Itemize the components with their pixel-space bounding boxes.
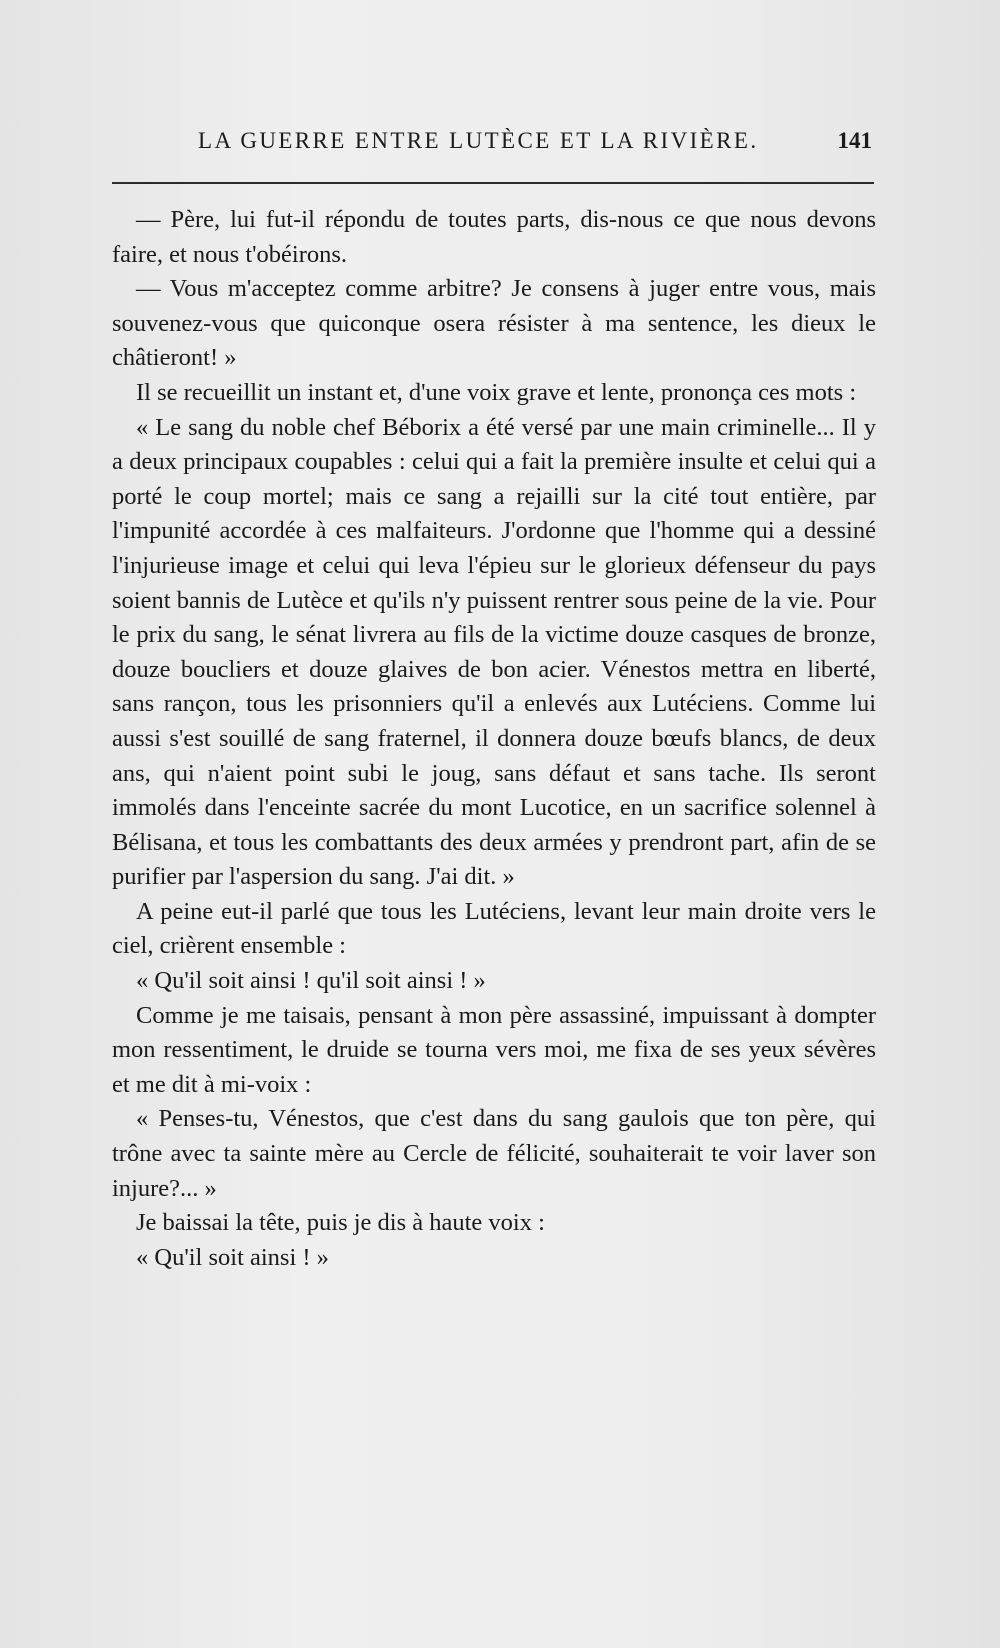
- paragraph: Comme je me taisais, pensant à mon père assassiné, impuissant à dompter mon ressentiment, le druide se tourna vers moi, me fixa de ses yeux sévères et me dit à mi-voix :: [112, 1001, 876, 1098]
- paragraph: Il se recueillit un instant et, d'une voix grave et lente, prononça ces mots :: [136, 378, 857, 406]
- running-head: [112, 128, 872, 162]
- body-text: [112, 203, 876, 1275]
- page-number: 141: [837, 128, 872, 153]
- paragraph: — Père, lui fut-il répondu de toutes parts, dis-nous ce que nous devons faire, et nous t'obéirons.: [112, 206, 876, 268]
- paragraph: — Vous m'acceptez comme arbitre? Je consens à juger entre vous, mais souvenez-vous que quiconque osera résister à ma sentence, les dieux le châtieront! »: [112, 275, 876, 372]
- paragraph: A peine eut-il parlé que tous les Lutéciens, levant leur main droite vers le ciel, crièrent ensemble :: [112, 897, 876, 960]
- paragraph: « Qu'il soit ainsi ! qu'il soit ainsi ! »: [136, 967, 486, 995]
- paragraph: Je baissai la tête, puis je dis à haute voix :: [136, 1209, 545, 1237]
- paragraph: « Qu'il soit ainsi ! »: [136, 1243, 329, 1271]
- running-title: LA GUERRE ENTRE LUTÈCE ET LA RIVIÈRE.: [198, 128, 759, 153]
- paragraph: « Penses-tu, Vénestos, que c'est dans du sang gaulois que ton père, qui trône avec ta sainte mère au Cercle de félicité, souhaiterait te voir laver son injure?... »: [112, 1105, 876, 1202]
- header-rule: [112, 182, 874, 184]
- paragraph: « Le sang du noble chef Béborix a été versé par une main criminelle... Il y a deux principaux coupables : celui qui a fait la première insulte et celui qui a porté le coup mortel; mais ce sang a rejailli sur la cité tout entière, par l'impunité accordée à ces malfaiteurs. J'ordonne que l'homme qui a dessiné l'injurieuse image et celui qui leva l'épieu sur le glorieux défenseur du pays soient bannis de Lutèce et qu'ils n'y puissent rentrer sous peine de la vie. Pour le prix du sang, le sénat livrera au fils de la victime douze casques de bronze, douze boucliers et douze glaives de bon acier. Vénestos mettra en liberté, sans rançon, tous les prisonniers qu'il a enlevés aux Lutéciens. Comme lui aussi s'est souillé de sang fraternel, il donnera douze bœufs blancs, de deux ans, qui n'aient point subi le joug, sans défaut et sans tache. Ils seront immolés dans l'enceinte sacrée du mont Lucotice, en un sacrifice solennel à Bélisana, et tous les combattants des deux armées y prendront part, afin de se purifier par l'aspersion du sang. J'ai dit. »: [112, 413, 876, 891]
